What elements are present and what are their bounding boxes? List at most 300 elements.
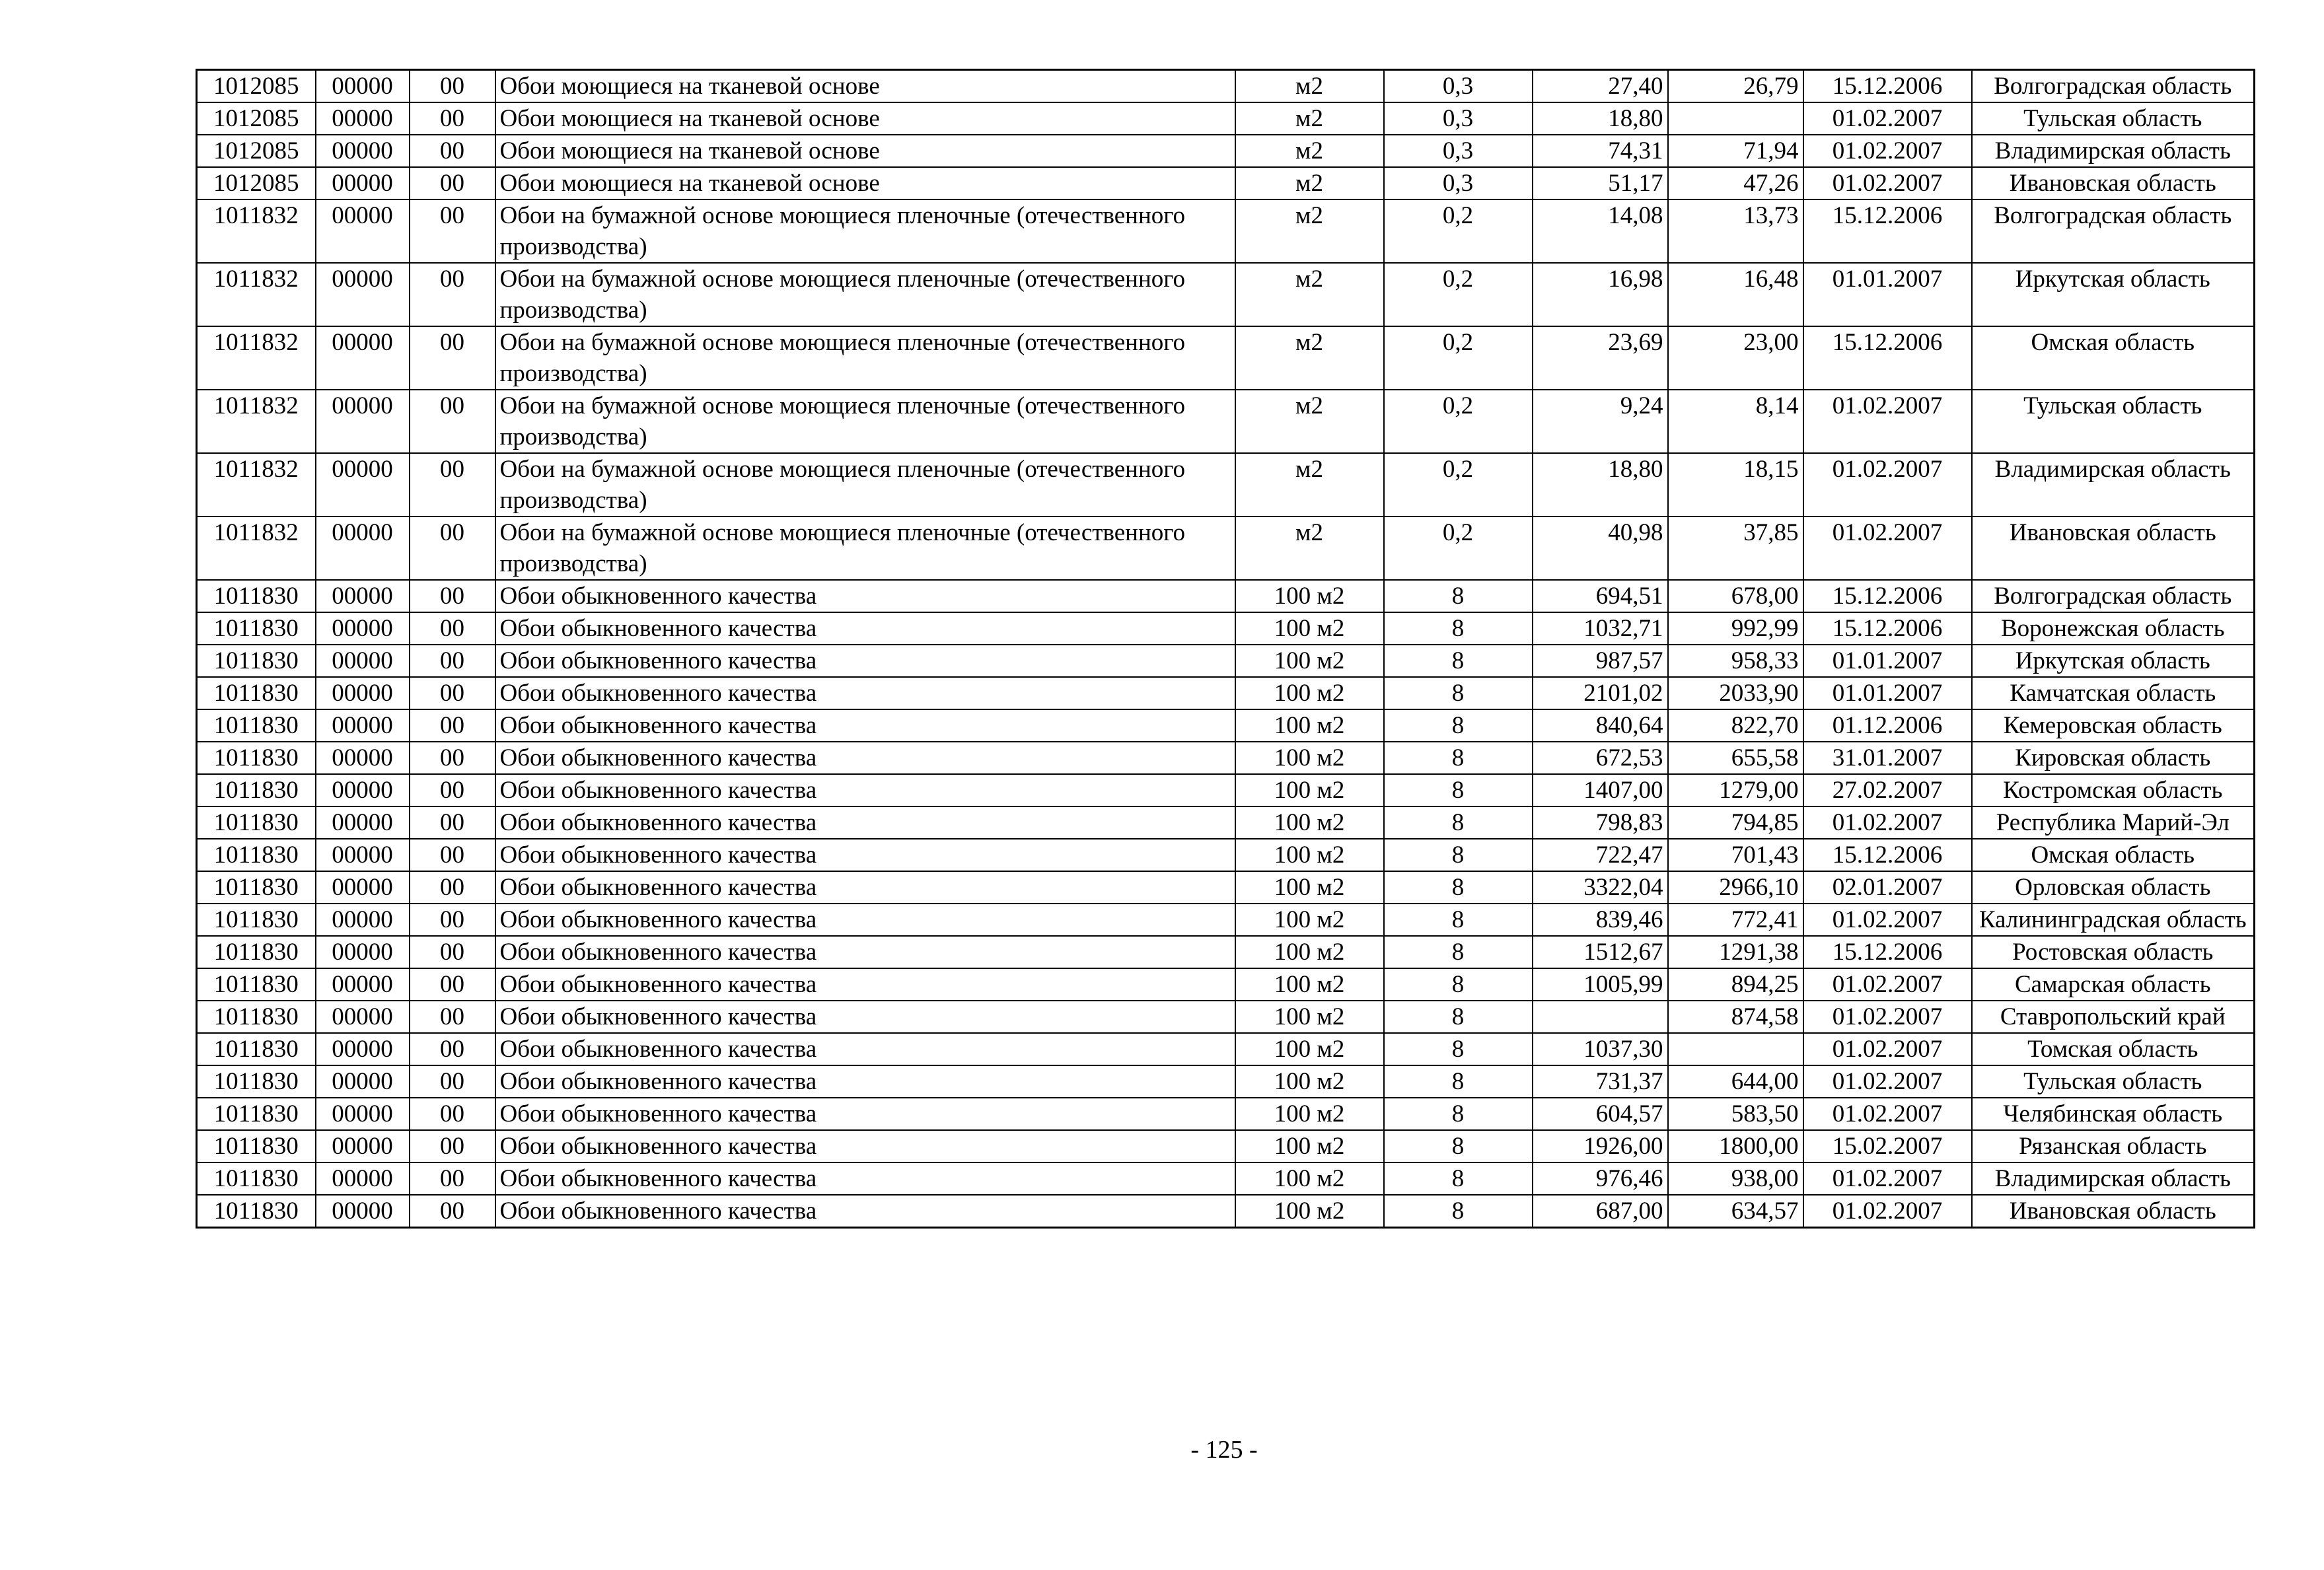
date-cell: 02.01.2007 [1803,871,1972,904]
price-2-cell: 26,79 [1668,70,1803,103]
region-cell: Ставропольский край [1972,1001,2255,1033]
region-cell: Кемеровская область [1972,709,2255,742]
region-cell: Волгоградская область [1972,70,2255,103]
table-row [197,1033,2255,1065]
norm-cell: 8 [1384,806,1533,839]
price-1-cell: 687,00 [1533,1195,1668,1228]
price-2-cell: 655,58 [1668,742,1803,774]
norm-cell: 8 [1384,1033,1533,1065]
table-row [197,102,2255,135]
price-1-cell: 1512,67 [1533,936,1668,968]
price-1-cell: 14,08 [1533,199,1668,263]
extension-cell: 00 [410,1033,495,1065]
resource-code-cell: 1011832 [197,390,316,453]
region-cell: Волгоградская область [1972,580,2255,612]
subcode-cell: 00000 [316,263,410,326]
norm-cell: 8 [1384,612,1533,645]
extension-cell: 00 [410,1001,495,1033]
price-1-cell: 74,31 [1533,135,1668,167]
norm-cell: 8 [1384,904,1533,936]
extension-cell: 00 [410,806,495,839]
date-cell: 01.02.2007 [1803,135,1972,167]
extension-cell: 00 [410,517,495,580]
norm-cell: 8 [1384,1065,1533,1098]
extension-cell: 00 [410,904,495,936]
price-2-cell: 701,43 [1668,839,1803,871]
material-name-cell: Обои обыкновенного качества [495,580,1235,612]
price-1-cell: 672,53 [1533,742,1668,774]
unit-cell: 100 м2 [1235,968,1384,1001]
table-body [197,70,2255,1228]
subcode-cell: 00000 [316,806,410,839]
date-cell: 01.02.2007 [1803,1065,1972,1098]
subcode-cell: 00000 [316,839,410,871]
price-2-cell: 874,58 [1668,1001,1803,1033]
price-2-cell: 938,00 [1668,1162,1803,1195]
price-1-cell: 694,51 [1533,580,1668,612]
unit-cell: 100 м2 [1235,580,1384,612]
subcode-cell: 00000 [316,612,410,645]
unit-cell: 100 м2 [1235,742,1384,774]
price-1-cell: 40,98 [1533,517,1668,580]
price-2-cell: 958,33 [1668,645,1803,677]
region-cell: Кировская область [1972,742,2255,774]
norm-cell: 0,2 [1384,390,1533,453]
table-row [197,199,2255,263]
unit-cell: 100 м2 [1235,645,1384,677]
norm-cell: 8 [1384,839,1533,871]
extension-cell: 00 [410,742,495,774]
table-row [197,871,2255,904]
region-cell: Ивановская область [1972,167,2255,199]
resource-code-cell: 1011832 [197,199,316,263]
price-1-cell: 27,40 [1533,70,1668,103]
table-row [197,904,2255,936]
subcode-cell: 00000 [316,871,410,904]
extension-cell: 00 [410,167,495,199]
price-1-cell: 1926,00 [1533,1130,1668,1162]
price-1-cell: 1005,99 [1533,968,1668,1001]
resource-code-cell: 1011830 [197,968,316,1001]
date-cell: 01.02.2007 [1803,1001,1972,1033]
norm-cell: 8 [1384,968,1533,1001]
region-cell: Калининградская область [1972,904,2255,936]
table-row [197,263,2255,326]
date-cell: 15.12.2006 [1803,839,1972,871]
norm-cell: 8 [1384,936,1533,968]
subcode-cell: 00000 [316,1065,410,1098]
material-name-cell: Обои обыкновенного качества [495,709,1235,742]
unit-cell: 100 м2 [1235,871,1384,904]
table-row [197,326,2255,390]
extension-cell: 00 [410,968,495,1001]
norm-cell: 0,3 [1384,167,1533,199]
price-1-cell: 840,64 [1533,709,1668,742]
price-2-cell: 2033,90 [1668,677,1803,709]
unit-cell: 100 м2 [1235,1065,1384,1098]
date-cell: 01.02.2007 [1803,517,1972,580]
resource-code-cell: 1011832 [197,263,316,326]
unit-cell: 100 м2 [1235,709,1384,742]
extension-cell: 00 [410,1130,495,1162]
region-cell: Тульская область [1972,1065,2255,1098]
table-row [197,806,2255,839]
date-cell: 01.02.2007 [1803,1162,1972,1195]
material-name-cell: Обои обыкновенного качества [495,742,1235,774]
region-cell: Волгоградская область [1972,199,2255,263]
table-row [197,1195,2255,1228]
subcode-cell: 00000 [316,677,410,709]
price-2-cell: 8,14 [1668,390,1803,453]
region-cell: Республика Марий-Эл [1972,806,2255,839]
table-row [197,1065,2255,1098]
date-cell: 01.02.2007 [1803,102,1972,135]
subcode-cell: 00000 [316,390,410,453]
region-cell: Челябинская область [1972,1098,2255,1130]
unit-cell: 100 м2 [1235,904,1384,936]
norm-cell: 8 [1384,1001,1533,1033]
date-cell: 15.12.2006 [1803,936,1972,968]
material-name-cell: Обои обыкновенного качества [495,1033,1235,1065]
price-1-cell: 1037,30 [1533,1033,1668,1065]
price-2-cell: 71,94 [1668,135,1803,167]
table-row [197,742,2255,774]
resource-code-cell: 1011830 [197,612,316,645]
resource-code-cell: 1011830 [197,580,316,612]
price-1-cell: 9,24 [1533,390,1668,453]
date-cell: 31.01.2007 [1803,742,1972,774]
table-row [197,1130,2255,1162]
resource-code-cell: 1011832 [197,453,316,517]
date-cell: 01.02.2007 [1803,453,1972,517]
material-name-cell: Обои обыкновенного качества [495,904,1235,936]
price-1-cell: 1407,00 [1533,774,1668,806]
material-name-cell: Обои на бумажной основе моющиеся пленочные (отечественного производства) [495,517,1235,580]
resource-code-cell: 1011830 [197,709,316,742]
subcode-cell: 00000 [316,1098,410,1130]
table-row [197,580,2255,612]
subcode-cell: 00000 [316,1195,410,1228]
table-row [197,1098,2255,1130]
price-2-cell: 23,00 [1668,326,1803,390]
norm-cell: 0,3 [1384,135,1533,167]
price-1-cell [1533,1001,1668,1033]
date-cell: 01.12.2006 [1803,709,1972,742]
norm-cell: 8 [1384,1195,1533,1228]
price-2-cell: 794,85 [1668,806,1803,839]
extension-cell: 00 [410,102,495,135]
price-1-cell: 722,47 [1533,839,1668,871]
subcode-cell: 00000 [316,645,410,677]
subcode-cell: 00000 [316,102,410,135]
date-cell: 15.02.2007 [1803,1130,1972,1162]
norm-cell: 8 [1384,774,1533,806]
resource-code-cell: 1011830 [197,1001,316,1033]
material-name-cell: Обои моющиеся на тканевой основе [495,135,1235,167]
price-1-cell: 976,46 [1533,1162,1668,1195]
price-2-cell [1668,102,1803,135]
resource-code-cell: 1011832 [197,517,316,580]
table-row [197,936,2255,968]
resource-code-cell: 1012085 [197,167,316,199]
table-row [197,968,2255,1001]
material-name-cell: Обои на бумажной основе моющиеся пленочные (отечественного производства) [495,390,1235,453]
subcode-cell: 00000 [316,580,410,612]
price-1-cell: 731,37 [1533,1065,1668,1098]
resource-code-cell: 1011830 [197,774,316,806]
subcode-cell: 00000 [316,135,410,167]
extension-cell: 00 [410,1195,495,1228]
unit-cell: 100 м2 [1235,774,1384,806]
extension-cell: 00 [410,677,495,709]
resource-code-cell: 1011830 [197,871,316,904]
region-cell: Костромская область [1972,774,2255,806]
table-row [197,677,2255,709]
subcode-cell: 00000 [316,199,410,263]
subcode-cell: 00000 [316,904,410,936]
extension-cell: 00 [410,263,495,326]
table-row [197,839,2255,871]
table-row [197,167,2255,199]
resource-code-cell: 1011830 [197,839,316,871]
region-cell: Владимирская область [1972,1162,2255,1195]
price-2-cell: 634,57 [1668,1195,1803,1228]
table-row [197,709,2255,742]
material-name-cell: Обои обыкновенного качества [495,1001,1235,1033]
table-row [197,1162,2255,1195]
unit-cell: 100 м2 [1235,1162,1384,1195]
material-name-cell: Обои обыкновенного качества [495,1130,1235,1162]
subcode-cell: 00000 [316,517,410,580]
material-name-cell: Обои обыкновенного качества [495,645,1235,677]
price-2-cell: 18,15 [1668,453,1803,517]
region-cell: Ивановская область [1972,1195,2255,1228]
material-name-cell: Обои моющиеся на тканевой основе [495,167,1235,199]
price-2-cell: 822,70 [1668,709,1803,742]
material-name-cell: Обои обыкновенного качества [495,1162,1235,1195]
unit-cell: м2 [1235,102,1384,135]
table-row [197,453,2255,517]
extension-cell: 00 [410,1098,495,1130]
price-2-cell: 678,00 [1668,580,1803,612]
unit-cell: 100 м2 [1235,936,1384,968]
region-cell: Орловская область [1972,871,2255,904]
price-2-cell: 644,00 [1668,1065,1803,1098]
table-row [197,517,2255,580]
date-cell: 01.02.2007 [1803,1195,1972,1228]
region-cell: Омская область [1972,839,2255,871]
extension-cell: 00 [410,199,495,263]
price-2-cell: 992,99 [1668,612,1803,645]
resource-code-cell: 1011830 [197,1130,316,1162]
material-name-cell: Обои обыкновенного качества [495,612,1235,645]
price-1-cell: 987,57 [1533,645,1668,677]
unit-cell: м2 [1235,453,1384,517]
material-name-cell: Обои обыкновенного качества [495,871,1235,904]
region-cell: Рязанская область [1972,1130,2255,1162]
price-1-cell: 3322,04 [1533,871,1668,904]
unit-cell: 100 м2 [1235,806,1384,839]
unit-cell: м2 [1235,199,1384,263]
subcode-cell: 00000 [316,326,410,390]
price-2-cell: 47,26 [1668,167,1803,199]
extension-cell: 00 [410,390,495,453]
date-cell: 01.02.2007 [1803,1033,1972,1065]
region-cell: Омская область [1972,326,2255,390]
material-name-cell: Обои обыкновенного качества [495,774,1235,806]
price-1-cell: 798,83 [1533,806,1668,839]
region-cell: Иркутская область [1972,263,2255,326]
material-name-cell: Обои на бумажной основе моющиеся пленочные (отечественного производства) [495,199,1235,263]
price-2-cell: 37,85 [1668,517,1803,580]
region-cell: Камчатская область [1972,677,2255,709]
region-cell: Владимирская область [1972,453,2255,517]
extension-cell: 00 [410,871,495,904]
resource-code-cell: 1011830 [197,806,316,839]
resource-code-cell: 1011830 [197,1033,316,1065]
material-name-cell: Обои обыкновенного качества [495,968,1235,1001]
subcode-cell: 00000 [316,453,410,517]
extension-cell: 00 [410,326,495,390]
extension-cell: 00 [410,645,495,677]
material-name-cell: Обои на бумажной основе моющиеся пленочные (отечественного производства) [495,263,1235,326]
table-row [197,774,2255,806]
resource-code-cell: 1012085 [197,135,316,167]
price-1-cell: 2101,02 [1533,677,1668,709]
price-2-cell: 13,73 [1668,199,1803,263]
date-cell: 15.12.2006 [1803,326,1972,390]
norm-cell: 0,2 [1384,263,1533,326]
norm-cell: 0,3 [1384,102,1533,135]
material-name-cell: Обои моющиеся на тканевой основе [495,70,1235,103]
subcode-cell: 00000 [316,742,410,774]
table-row [197,70,2255,103]
page-number: - 125 - [1190,1436,1258,1464]
date-cell: 01.02.2007 [1803,968,1972,1001]
unit-cell: м2 [1235,263,1384,326]
unit-cell: м2 [1235,167,1384,199]
norm-cell: 0,2 [1384,453,1533,517]
norm-cell: 8 [1384,1162,1533,1195]
material-name-cell: Обои обыкновенного качества [495,839,1235,871]
extension-cell: 00 [410,709,495,742]
unit-cell: 100 м2 [1235,839,1384,871]
unit-cell: 100 м2 [1235,1001,1384,1033]
norm-cell: 8 [1384,1098,1533,1130]
norm-cell: 8 [1384,645,1533,677]
resource-code-cell: 1012085 [197,102,316,135]
subcode-cell: 00000 [316,70,410,103]
unit-cell: м2 [1235,70,1384,103]
norm-cell: 0,3 [1384,70,1533,103]
subcode-cell: 00000 [316,936,410,968]
resource-code-cell: 1011830 [197,742,316,774]
extension-cell: 00 [410,70,495,103]
region-cell: Ростовская область [1972,936,2255,968]
date-cell: 15.12.2006 [1803,580,1972,612]
table-row [197,645,2255,677]
subcode-cell: 00000 [316,1130,410,1162]
price-table [196,69,2255,1229]
table-row [197,612,2255,645]
extension-cell: 00 [410,135,495,167]
region-cell: Тульская область [1972,390,2255,453]
extension-cell: 00 [410,839,495,871]
date-cell: 01.02.2007 [1803,806,1972,839]
unit-cell: 100 м2 [1235,1033,1384,1065]
price-1-cell: 18,80 [1533,102,1668,135]
resource-code-cell: 1011830 [197,677,316,709]
extension-cell: 00 [410,580,495,612]
price-2-cell: 1800,00 [1668,1130,1803,1162]
subcode-cell: 00000 [316,167,410,199]
material-name-cell: Обои обыкновенного качества [495,936,1235,968]
norm-cell: 0,2 [1384,517,1533,580]
date-cell: 01.01.2007 [1803,263,1972,326]
material-name-cell: Обои обыкновенного качества [495,677,1235,709]
norm-cell: 8 [1384,709,1533,742]
unit-cell: м2 [1235,135,1384,167]
price-2-cell: 583,50 [1668,1098,1803,1130]
resource-code-cell: 1011830 [197,936,316,968]
norm-cell: 8 [1384,1130,1533,1162]
norm-cell: 8 [1384,580,1533,612]
unit-cell: 100 м2 [1235,1130,1384,1162]
norm-cell: 0,2 [1384,326,1533,390]
unit-cell: 100 м2 [1235,1195,1384,1228]
price-2-cell [1668,1033,1803,1065]
date-cell: 15.12.2006 [1803,70,1972,103]
price-2-cell: 894,25 [1668,968,1803,1001]
material-name-cell: Обои на бумажной основе моющиеся пленочные (отечественного производства) [495,453,1235,517]
subcode-cell: 00000 [316,774,410,806]
date-cell: 01.02.2007 [1803,904,1972,936]
price-1-cell: 839,46 [1533,904,1668,936]
extension-cell: 00 [410,1162,495,1195]
price-2-cell: 16,48 [1668,263,1803,326]
unit-cell: 100 м2 [1235,612,1384,645]
resource-code-cell: 1011830 [197,1162,316,1195]
price-2-cell: 1291,38 [1668,936,1803,968]
extension-cell: 00 [410,1065,495,1098]
price-2-cell: 2966,10 [1668,871,1803,904]
region-cell: Тульская область [1972,102,2255,135]
price-2-cell: 1279,00 [1668,774,1803,806]
region-cell: Воронежская область [1972,612,2255,645]
material-name-cell: Обои обыкновенного качества [495,806,1235,839]
norm-cell: 8 [1384,677,1533,709]
unit-cell: м2 [1235,326,1384,390]
price-1-cell: 51,17 [1533,167,1668,199]
subcode-cell: 00000 [316,1001,410,1033]
resource-code-cell: 1011830 [197,645,316,677]
material-name-cell: Обои обыкновенного качества [495,1098,1235,1130]
date-cell: 15.12.2006 [1803,199,1972,263]
subcode-cell: 00000 [316,1033,410,1065]
region-cell: Самарская область [1972,968,2255,1001]
norm-cell: 8 [1384,871,1533,904]
table-row [197,135,2255,167]
unit-cell: м2 [1235,390,1384,453]
subcode-cell: 00000 [316,709,410,742]
price-1-cell: 1032,71 [1533,612,1668,645]
date-cell: 01.02.2007 [1803,167,1972,199]
subcode-cell: 00000 [316,1162,410,1195]
extension-cell: 00 [410,774,495,806]
region-cell: Иркутская область [1972,645,2255,677]
date-cell: 01.02.2007 [1803,390,1972,453]
region-cell: Владимирская область [1972,135,2255,167]
